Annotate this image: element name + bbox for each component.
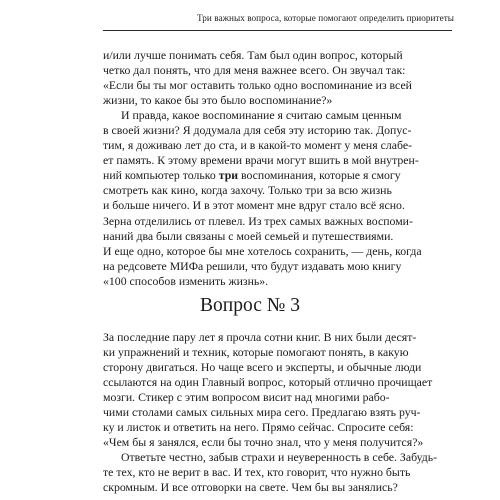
text-line: ний компьютер только три воспоминания, которые я смогу — [103, 168, 401, 183]
text-line: сторону двигаться. Но чаще всего и эксперты, и обычные люди — [103, 360, 422, 375]
text-line: ки упражнений и техник, которые помогают понять, в какую — [103, 345, 409, 360]
text-line: ет память. К этому времени врачи могут вшить в мой внутрен- — [103, 153, 419, 168]
text-line: ссылаются на один Главный вопрос, который отлично прочищает — [103, 375, 433, 390]
text-line: и больше ничего. И в этот момент мне вдруг стало всё ясно. — [103, 198, 405, 213]
text-line: и/или лучше понимать себя. Там был один вопрос, который — [103, 48, 403, 62]
body-text-top — [103, 48, 455, 289]
text-line: те тех, кто не верит в вас. И тех, кто говорит, что нужно быть — [103, 465, 411, 480]
text-line: Зерна отделились от плевел. Из трех самых важных воспоми- — [103, 213, 413, 228]
text-line: И правда, какое воспоминание я считаю самым ценным — [121, 108, 402, 123]
text-line: четко дал понять, что для меня важнее всего. Он звучал так: — [103, 63, 406, 78]
header-rule — [103, 30, 452, 31]
text-line: ку и листок и ответить на него. Прямо сейчас. Спросите себя: — [103, 420, 414, 435]
text-line: тим, я доживаю лет до ста, и в какой-то момент у меня слабе- — [103, 138, 412, 153]
section-heading: Вопрос № 3 — [200, 295, 300, 316]
text-line: скромным. И все отговорки на свете. Чем бы вы занялись? — [103, 480, 398, 495]
body-text-bottom — [103, 330, 455, 496]
text-line: И еще одно, которое бы мне хотелось сохранить, — день, когда — [103, 243, 422, 258]
text-line: наний два были связаны с моей семьей и путешествиями. — [103, 228, 394, 243]
bold-word: три — [218, 168, 239, 183]
running-header: Три важных вопроса, которые помогают определить приоритеты — [196, 13, 454, 23]
text-line: «Чем бы я занялся, если бы точно знал, что у меня получится?» — [103, 435, 424, 450]
text-line: на редсовете МИФа решили, что будут издавать мою книгу — [103, 258, 402, 273]
text-line: За последние пару лет я прочла сотни книг. В них были десят- — [103, 330, 417, 344]
text-line: Ответьте честно, забыв страхи и неуверенность в себе. Забудь- — [121, 450, 438, 465]
text-line: «100 способов изменить жизнь». — [103, 273, 269, 288]
text-line: жизни, то какое бы это было воспоминание?» — [103, 93, 333, 108]
text-line: мозги. Стикер с этим вопросом висит над многими рабо- — [103, 390, 390, 405]
text-line: чими столами самых сильных мира сего. Предлагаю взять руч- — [103, 405, 421, 420]
text-line: в своей жизни? Я додумала для себя эту историю так. Допус- — [103, 123, 412, 138]
text-line: «Если бы ты мог оставить только одно воспоминание из всей — [103, 78, 412, 93]
text-line: смотреть как кино, когда захочу. Только три за всю жизнь — [103, 183, 392, 198]
